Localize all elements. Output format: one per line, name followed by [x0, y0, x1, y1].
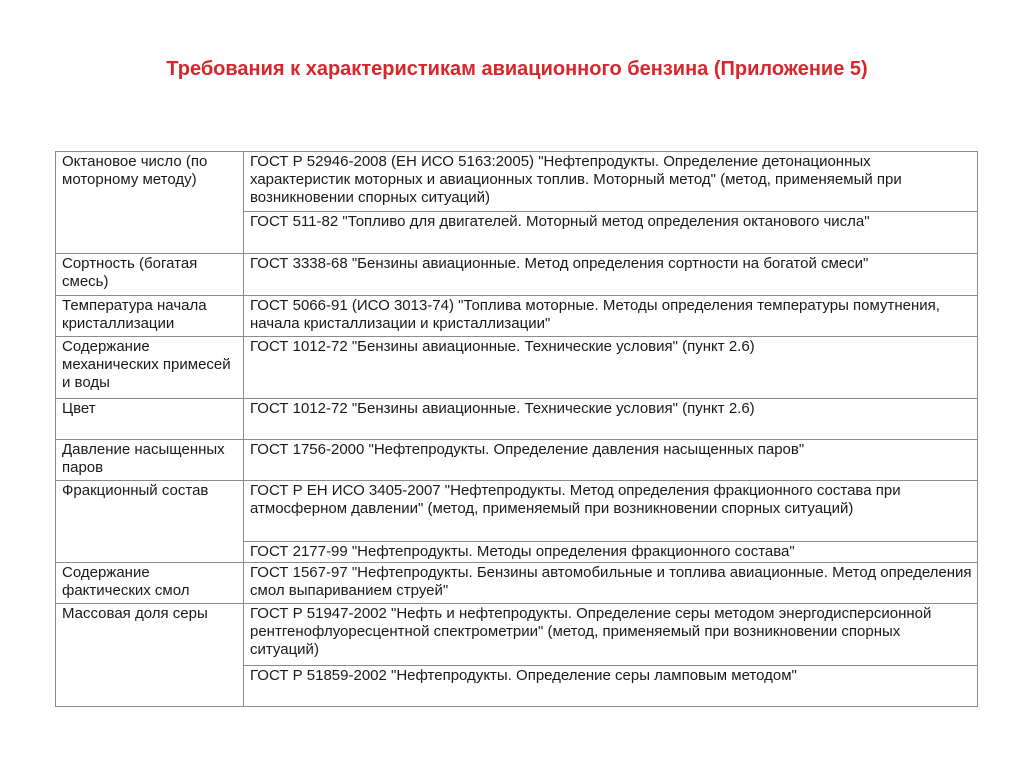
standard-cell: ГОСТ Р 52946-2008 (ЕН ИСО 5163:2005) "Нефтепродукты. Определение детонационных характеристик моторных и авиационных топлив. Моторный метод" (метод, применяемый при возникновении спорных ситуаций)	[244, 152, 978, 212]
property-cell: Октановое число (по моторному методу)	[56, 152, 244, 254]
property-cell: Сортность (богатая смесь)	[56, 254, 244, 296]
standard-cell: ГОСТ 1012-72 "Бензины авиационные. Технические условия" (пункт 2.6)	[244, 337, 978, 399]
standard-cell: ГОСТ 1012-72 "Бензины авиационные. Технические условия" (пункт 2.6)	[244, 399, 978, 440]
standard-cell: ГОСТ 1567-97 "Нефтепродукты. Бензины автомобильные и топлива авиационные. Метод определения смол выпариванием струей"	[244, 563, 978, 604]
page-title: Требования к характеристикам авиационного бензина (Приложение 5)	[166, 58, 868, 80]
table-row	[56, 563, 978, 604]
property-cell: Содержание механических примесей и воды	[56, 337, 244, 399]
standard-cell: ГОСТ 511-82 "Топливо для двигателей. Моторный метод определения октанового числа"	[244, 212, 978, 254]
standard-cell: ГОСТ 2177-99 "Нефтепродукты. Методы определения фракционного состава"	[244, 542, 978, 563]
table-row	[56, 399, 978, 440]
table-row	[56, 440, 978, 481]
standard-cell: ГОСТ 3338-68 "Бензины авиационные. Метод определения сортности на богатой смеси"	[244, 254, 978, 296]
property-cell: Массовая доля серы	[56, 604, 244, 707]
table-row	[56, 152, 978, 212]
requirements-table	[55, 151, 978, 707]
table-row	[56, 254, 978, 296]
standard-cell: ГОСТ Р ЕН ИСО 3405-2007 "Нефтепродукты. Метод определения фракционного состава при атмосферном давлении" (метод, применяемый при возникновении спорных ситуаций)	[244, 481, 978, 542]
property-cell: Температура начала кристаллизации	[56, 296, 244, 337]
table-row	[56, 337, 978, 399]
standard-cell: ГОСТ 1756-2000 "Нефтепродукты. Определение давления насыщенных паров"	[244, 440, 978, 481]
standard-cell: ГОСТ 5066-91 (ИСО 3013-74) "Топлива моторные. Методы определения температуры помутнения, начала кристаллизации и кристаллизации"	[244, 296, 978, 337]
table-row	[56, 296, 978, 337]
table-row	[56, 604, 978, 666]
property-cell: Содержание фактических смол	[56, 563, 244, 604]
property-cell: Давление насыщенных паров	[56, 440, 244, 481]
property-cell: Цвет	[56, 399, 244, 440]
table-row	[56, 481, 978, 542]
standard-cell: ГОСТ Р 51947-2002 "Нефть и нефтепродукты. Определение серы методом энергодисперсионной рентгенофлуоресцентной спектрометрии" (метод, применяемый при возникновении спорных ситуаций)	[244, 604, 978, 666]
property-cell: Фракционный состав	[56, 481, 244, 563]
standard-cell: ГОСТ Р 51859-2002 "Нефтепродукты. Определение серы ламповым методом"	[244, 666, 978, 707]
